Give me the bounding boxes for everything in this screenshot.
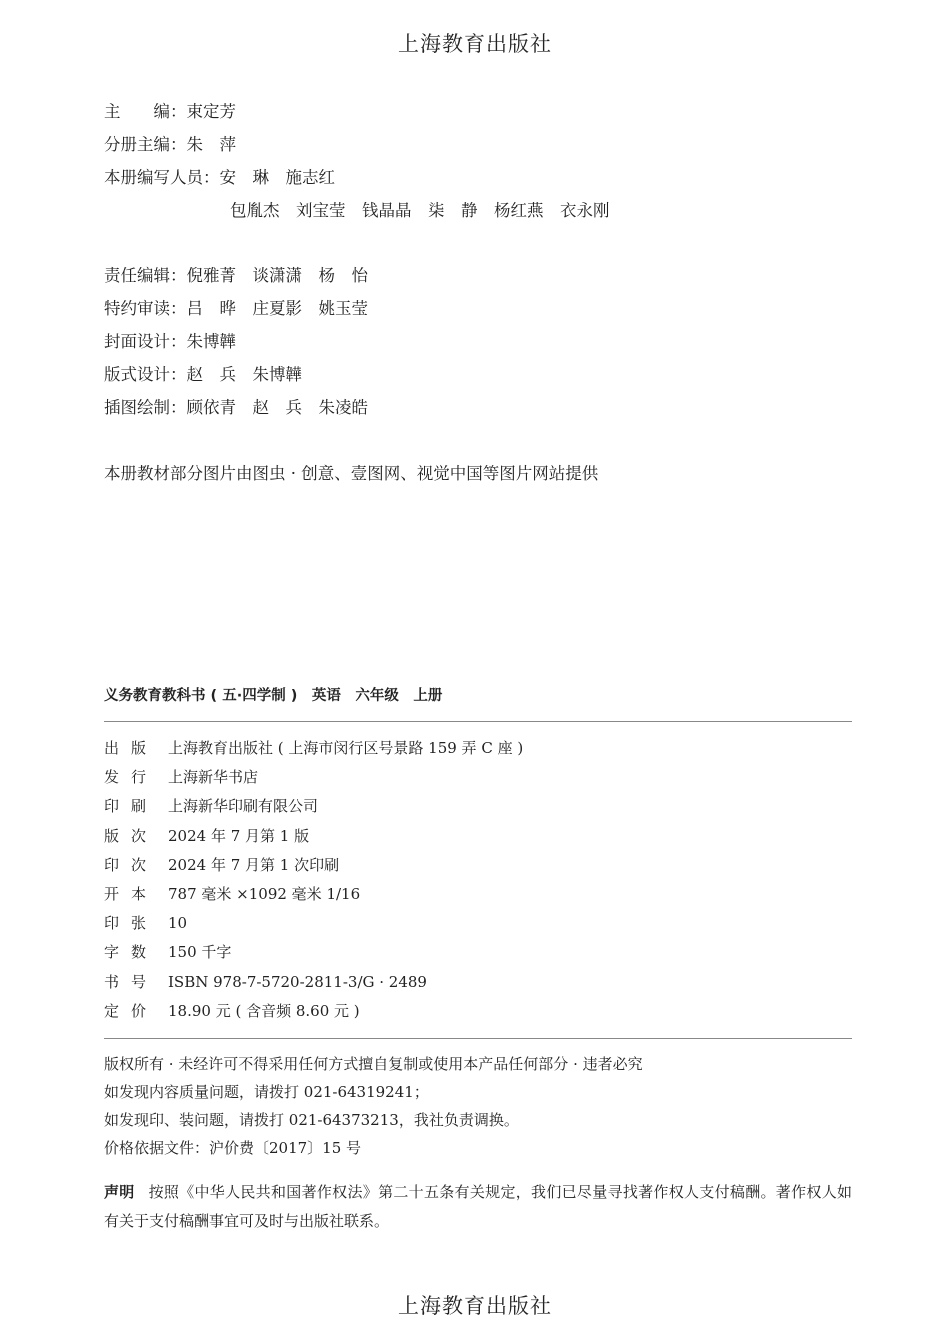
credit-label: 主 编： bbox=[104, 102, 187, 121]
credit-value: 束定芳 bbox=[186, 102, 236, 121]
pub-value: ISBN 978-7-5720-2811-3/G · 2489 bbox=[168, 972, 427, 991]
pub-value: 150 千字 bbox=[168, 943, 232, 962]
credit-row bbox=[104, 295, 610, 328]
credit-label: 插图绘制： bbox=[104, 398, 187, 417]
credits-list bbox=[104, 98, 610, 427]
credit-label: 分册主编： bbox=[104, 135, 187, 154]
copyright-line: 如发现内容质量问题，请拨打 021-64319241； bbox=[104, 1083, 429, 1101]
pub-row bbox=[104, 970, 523, 999]
credit-value: 赵 兵 朱博韡 bbox=[186, 365, 302, 384]
credit-value: 朱 萍 bbox=[186, 135, 236, 154]
pub-value: 18.90 元 ( 含音频 8.60 元 ) bbox=[168, 1001, 360, 1020]
pub-value: 2024 年 7 月第 1 次印刷 bbox=[168, 855, 340, 874]
credit-value: 顾依青 赵 兵 朱凌皓 bbox=[186, 398, 368, 417]
pub-label: 字数 bbox=[104, 943, 159, 962]
pub-row bbox=[104, 911, 523, 940]
pub-value: 上海教育出版社 ( 上海市闵行区号景路 159 弄 C 座 ) bbox=[168, 739, 524, 757]
declaration-text: 按照《中华人民共和国著作权法》第二十五条有关规定，我们已尽量寻找著作权人支付稿酬。著作权人如有关于支付稿酬事宜可及时与出版社联系。 bbox=[104, 1183, 852, 1230]
credit-row bbox=[104, 197, 610, 230]
credit-label: 版式设计： bbox=[104, 365, 187, 384]
credit-row bbox=[104, 164, 610, 197]
pub-label: 定价 bbox=[104, 1001, 159, 1020]
pub-row bbox=[104, 765, 523, 794]
credit-label: 本册编写人员： bbox=[104, 168, 220, 187]
pub-value: 上海新华印刷有限公司 bbox=[168, 797, 319, 816]
credit-row bbox=[104, 98, 610, 131]
pub-label: 印次 bbox=[104, 855, 159, 874]
copyright-line: 版权所有 · 未经许可不得采用任何方式擅自复制或使用本产品任何部分 · 违者必究 bbox=[104, 1055, 643, 1073]
credit-value: 吕 晔 庄夏影 姚玉莹 bbox=[186, 299, 368, 318]
pub-label: 出版 bbox=[104, 739, 159, 757]
pub-value: 10 bbox=[168, 914, 188, 933]
pub-label: 印张 bbox=[104, 914, 159, 933]
pub-value: 上海新华书店 bbox=[168, 768, 259, 787]
declaration bbox=[104, 1178, 852, 1236]
pub-row bbox=[104, 853, 523, 882]
credit-row bbox=[104, 328, 610, 361]
credit-row bbox=[104, 262, 610, 295]
pub-row bbox=[104, 999, 523, 1028]
divider bbox=[104, 721, 852, 722]
copyright-block bbox=[104, 1052, 643, 1164]
divider bbox=[104, 1038, 852, 1039]
pub-row bbox=[104, 824, 523, 853]
credit-row bbox=[104, 131, 610, 164]
credit-row bbox=[104, 394, 610, 427]
pub-row bbox=[104, 736, 523, 765]
pub-label: 发行 bbox=[104, 768, 159, 787]
copyright-line: 如发现印、装问题，请拨打 021-64373213，我社负责调换。 bbox=[104, 1111, 519, 1129]
credit-label: 责任编辑： bbox=[104, 266, 187, 285]
image-source-note: 本册教材部分图片由图虫 · 创意、壹图网、视觉中国等图片网站提供 bbox=[104, 464, 599, 483]
pub-value: 2024 年 7 月第 1 版 bbox=[168, 826, 310, 845]
pub-label: 开本 bbox=[104, 884, 159, 903]
declaration-label: 声明 bbox=[104, 1183, 135, 1201]
credit-value: 朱博韡 bbox=[186, 332, 236, 351]
pub-label: 印刷 bbox=[104, 797, 159, 816]
credit-label: 特约审读： bbox=[104, 299, 187, 318]
copyright-line: 价格依据文件：沪价费〔2017〕15 号 bbox=[104, 1139, 362, 1157]
page-header-publisher: 上海教育出版社 bbox=[398, 32, 552, 56]
book-title: 义务教育教科书 ( 五·四学制 ) 英语 六年级 上册 bbox=[104, 688, 443, 704]
credit-value: 包胤杰 刘宝莹 钱晶晶 柒 静 杨红燕 衣永刚 bbox=[230, 201, 610, 220]
spacer bbox=[104, 230, 610, 262]
credit-value: 倪雅菁 谈潇潇 杨 怡 bbox=[186, 266, 368, 285]
publication-info bbox=[104, 736, 523, 1028]
credit-label: 封面设计： bbox=[104, 332, 187, 351]
pub-row bbox=[104, 794, 523, 823]
page-footer-publisher: 上海教育出版社 bbox=[398, 1294, 552, 1318]
pub-label: 版次 bbox=[104, 826, 159, 845]
credit-row bbox=[104, 361, 610, 394]
credit-value: 安 琳 施志红 bbox=[219, 168, 335, 187]
pub-row bbox=[104, 882, 523, 911]
pub-label: 书号 bbox=[104, 972, 159, 991]
pub-value: 787 毫米 ×1092 毫米 1/16 bbox=[168, 884, 361, 903]
pub-row bbox=[104, 940, 523, 969]
